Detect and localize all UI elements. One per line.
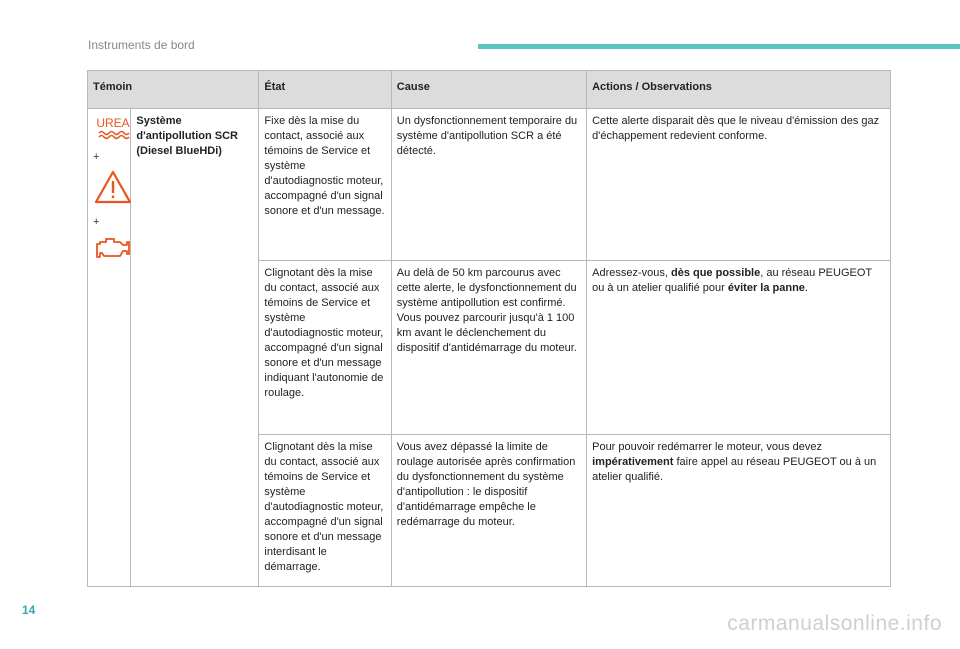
row-3-actions-emphasis: impérativement	[592, 456, 674, 468]
page-number: 14	[22, 603, 36, 617]
section-accent-bar	[478, 44, 960, 49]
row-2-actions-middle: , au réseau PEUGEOT ou à un atelier qualifié pour	[592, 267, 872, 294]
row-2-etat: Clignotant dès la mise du contact, associé aux témoins de Service et système d'autodiagnostic moteur, accompagné d'un signal sonore et d'un message indiquant l'autonomie de roulage.	[259, 261, 391, 435]
urea-warning-icon	[93, 116, 133, 140]
header-actions: Actions / Observations	[587, 71, 891, 109]
warning-lights-table	[87, 70, 891, 587]
row-2-cause: Au delà de 50 km parcourus avec cette alerte, le dysfonctionnement du système antipollution est confirmé. Vous pouvez parcourir jusqu'à 1 100 km avant le déclenchement du dispositif d'antidémarrage du moteur.	[391, 261, 586, 435]
row-2-actions-suffix: .	[804, 282, 808, 294]
engine-check-icon	[93, 234, 133, 260]
section-title: Instruments de bord	[88, 38, 195, 52]
system-name: Système d'antipollution SCR (Diesel BlueHDi)	[131, 109, 259, 587]
row-1-etat: Fixe dès la mise du contact, associé aux témoins de Service et système d'autodiagnostic moteur, accompagné d'un signal sonore et d'un message.	[259, 109, 391, 261]
row-2-actions	[587, 261, 891, 435]
table-header-row	[88, 71, 891, 109]
plus-sign: +	[93, 151, 100, 163]
plus-sign: +	[93, 216, 100, 228]
header-cause: Cause	[391, 71, 586, 109]
row-3-actions-prefix: Pour pouvoir redémarrer le moteur, vous devez	[592, 441, 822, 453]
watermark: carmanualsonline.info	[727, 612, 942, 635]
header-temoin: Témoin	[88, 71, 259, 109]
row-3-actions-suffix: faire appel au réseau PEUGEOT ou à un atelier qualifié.	[592, 456, 877, 483]
row-1-actions: Cette alerte disparait dès que le niveau d'émission des gaz d'échappement redevient conforme.	[587, 109, 891, 261]
row-2-actions-prefix: Adressez-vous,	[592, 267, 671, 279]
row-3-cause: Vous avez dépassé la limite de roulage autorisée après confirmation du dysfonctionnement du système d'antipollution : le dispositif d'antidémarrage empêche le redémarrage du moteur.	[391, 435, 586, 587]
row-1-cause: Un dysfonctionnement temporaire du système d'antipollution SCR a été détecté.	[391, 109, 586, 261]
row-3-actions	[587, 435, 891, 587]
row-3-etat: Clignotant dès la mise du contact, associé aux témoins de Service et système d'autodiagnostic moteur, accompagné d'un signal sonore et d'un message interdisant le démarrage.	[259, 435, 391, 587]
urea-label: UREA	[96, 116, 130, 130]
indicator-icons-cell	[88, 109, 131, 587]
table-row	[88, 109, 891, 261]
row-2-actions-emphasis-1: dès que possible	[670, 267, 761, 279]
warning-triangle-icon	[93, 169, 133, 205]
header-etat: État	[259, 71, 391, 109]
row-2-actions-emphasis-2: éviter la panne	[727, 282, 805, 294]
